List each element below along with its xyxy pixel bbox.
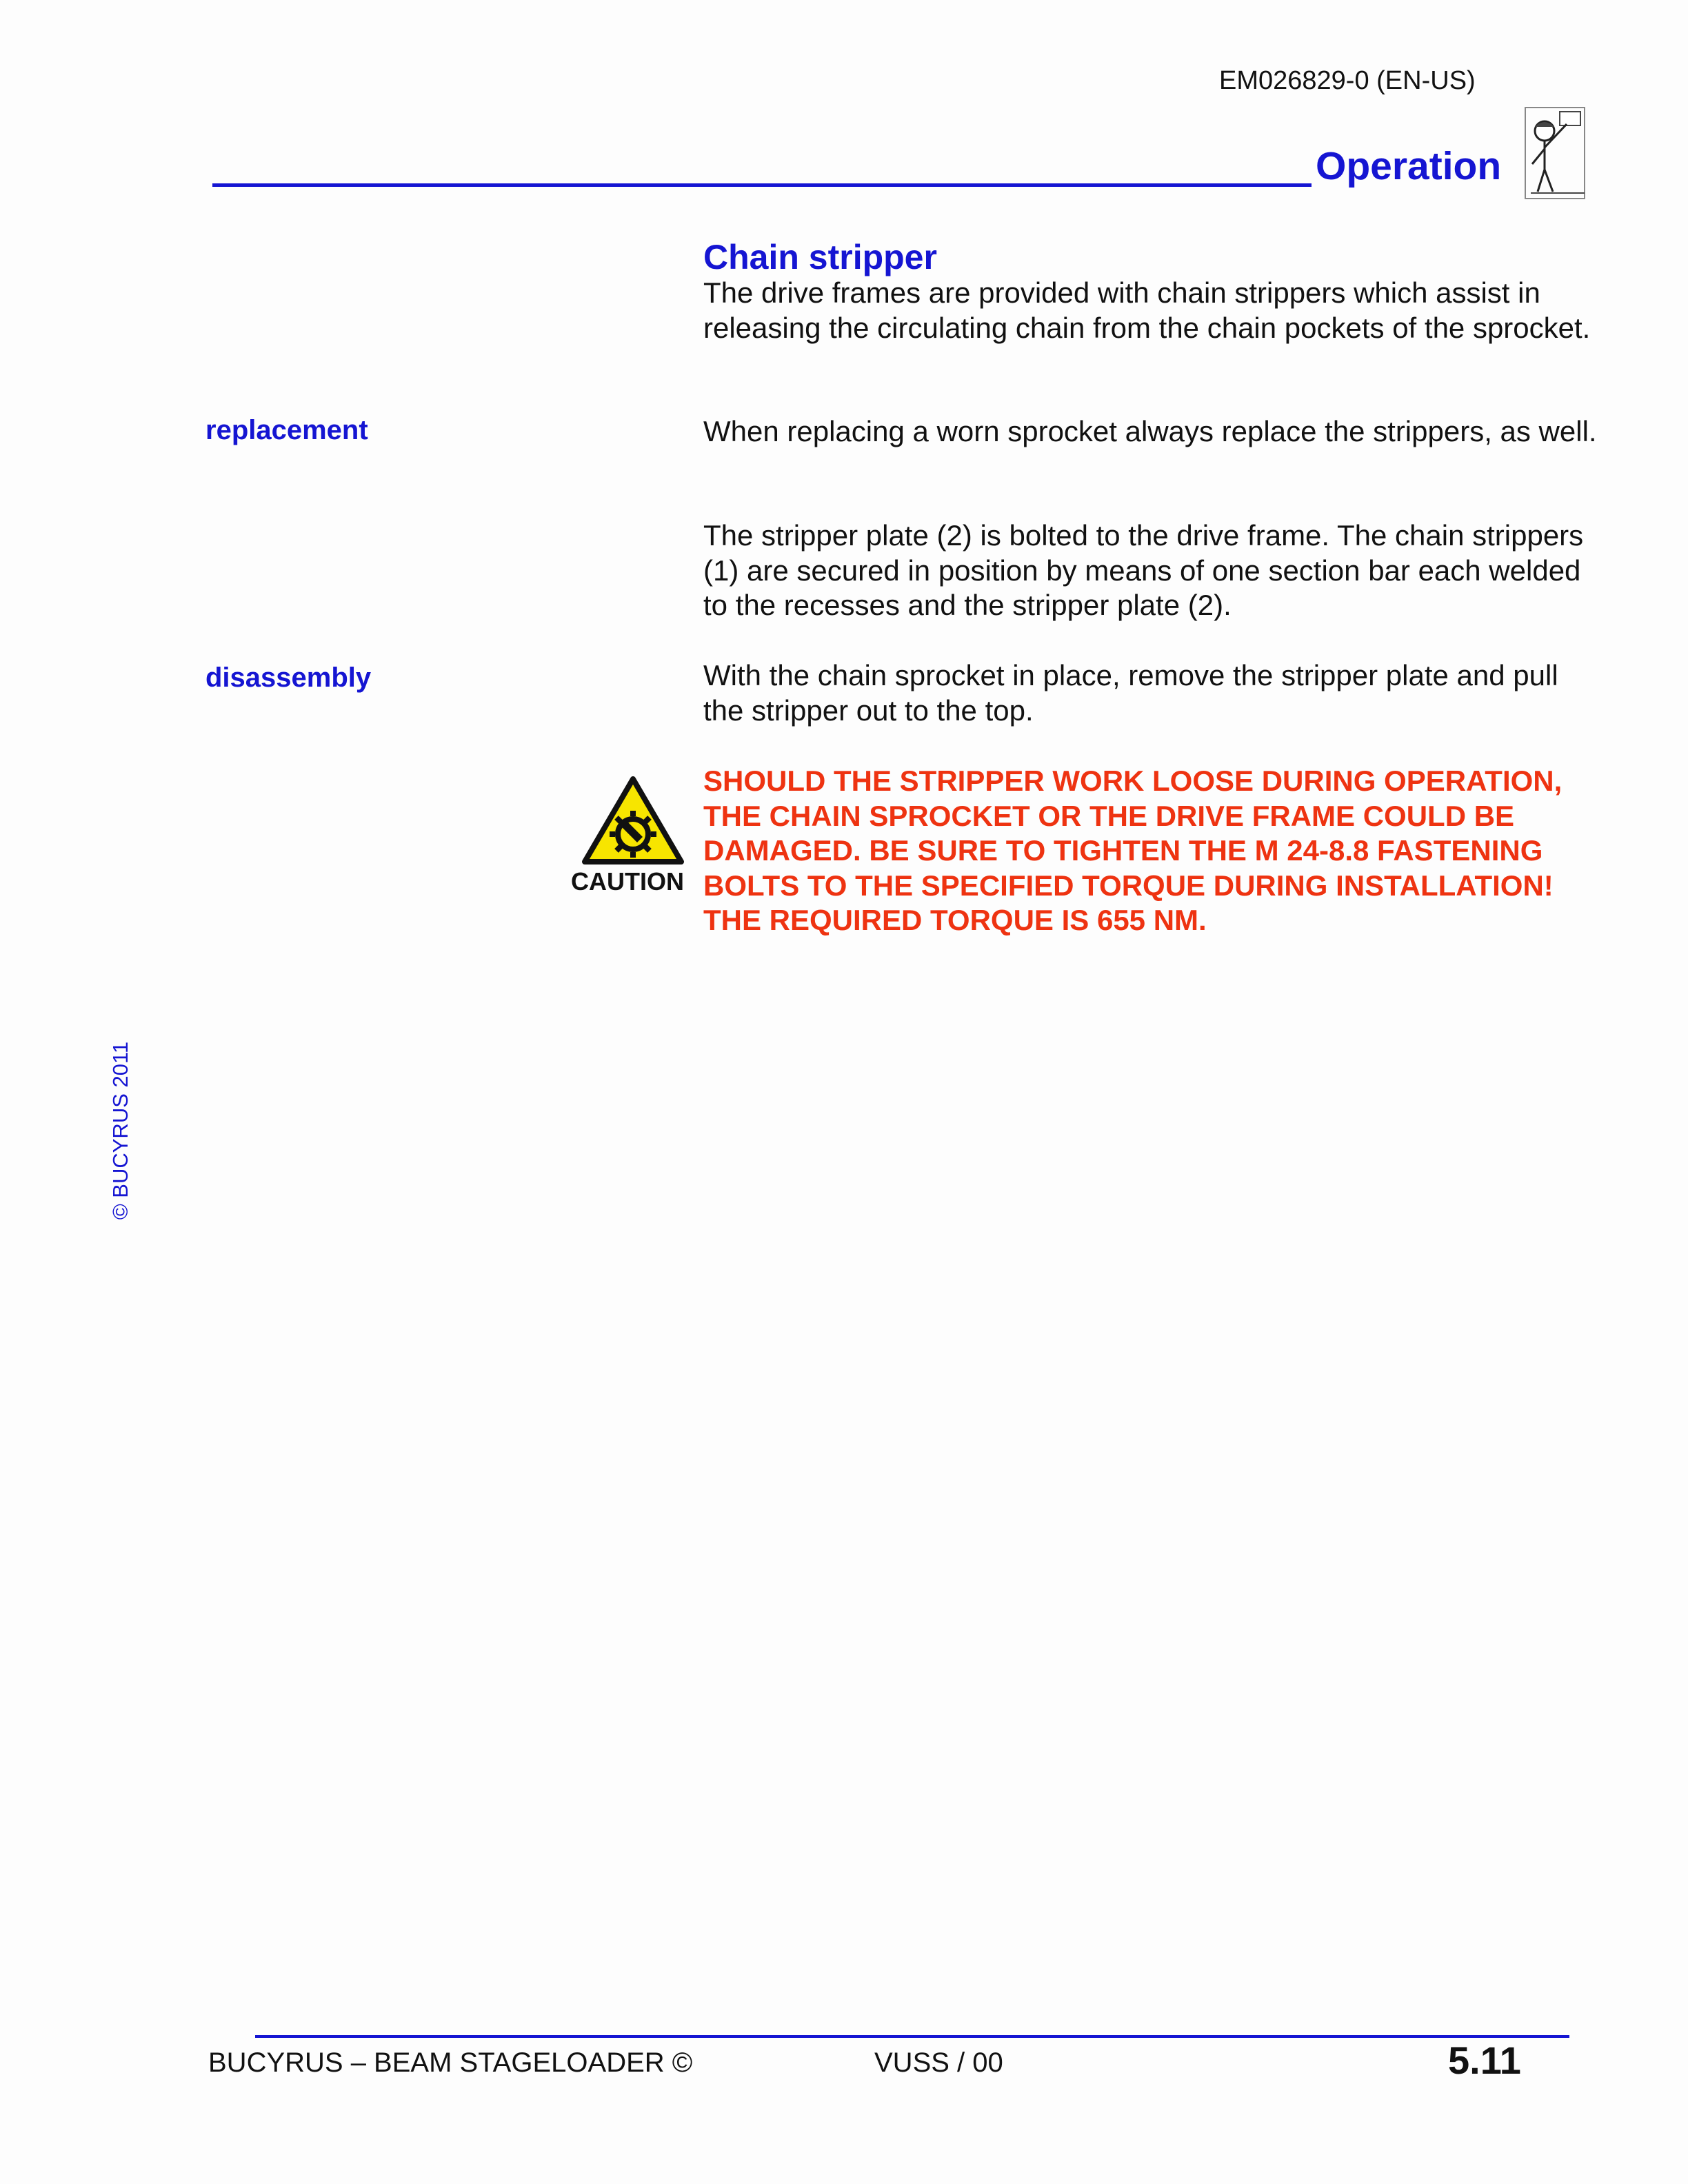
mechanic-figure-icon — [1524, 106, 1587, 201]
margin-label-disassembly: disassembly — [205, 663, 372, 693]
disassembly-paragraph: With the chain sprocket in place, remove the stripper plate and pull the stripper out to the top. — [703, 659, 1558, 727]
footer-title: BUCYRUS – BEAM STAGELOADER © — [208, 2048, 693, 2078]
footer-rule — [255, 2035, 1569, 2038]
intro-paragraph: The drive frames are provided with chain strippers which assist in releasing the circulating chain from the chain pockets of the sprocket. — [703, 276, 1591, 344]
margin-label-replacement: replacement — [205, 415, 368, 445]
side-copyright: © BUCYRUS 2011 — [108, 1041, 132, 1220]
caution-gear-warning-icon — [582, 775, 684, 866]
page-number: 5.11 — [1448, 2039, 1521, 2082]
caution-label: CAUTION — [571, 867, 684, 896]
section-title: Operation — [1316, 144, 1502, 188]
header-rule — [212, 183, 1312, 187]
section-heading: Chain stripper — [703, 238, 937, 276]
document-id: EM026829-0 (EN-US) — [1219, 66, 1476, 95]
footer-revision: VUSS / 00 — [874, 2048, 1003, 2078]
stripper-plate-paragraph: The stripper plate (2) is bolted to the drive frame. The chain strippers (1) are secured in position by means of one section bar each welded to the recesses and the stripper plate (2). — [703, 519, 1584, 621]
caution-warning-text: SHOULD THE STRIPPER WORK LOOSE DURING OPERATION, THE CHAIN SPROCKET OR THE DRIVE FRAME COULD BE DAMAGED. BE SURE TO TIGHTEN THE M 24-8.8 FASTENING BOLTS TO THE SPECIFIED TORQUE DURING INSTALLATION! THE REQUIRED TORQUE IS 655 NM. — [703, 765, 1563, 936]
replacement-paragraph: When replacing a worn sprocket always replace the strippers, as well. — [703, 415, 1597, 447]
